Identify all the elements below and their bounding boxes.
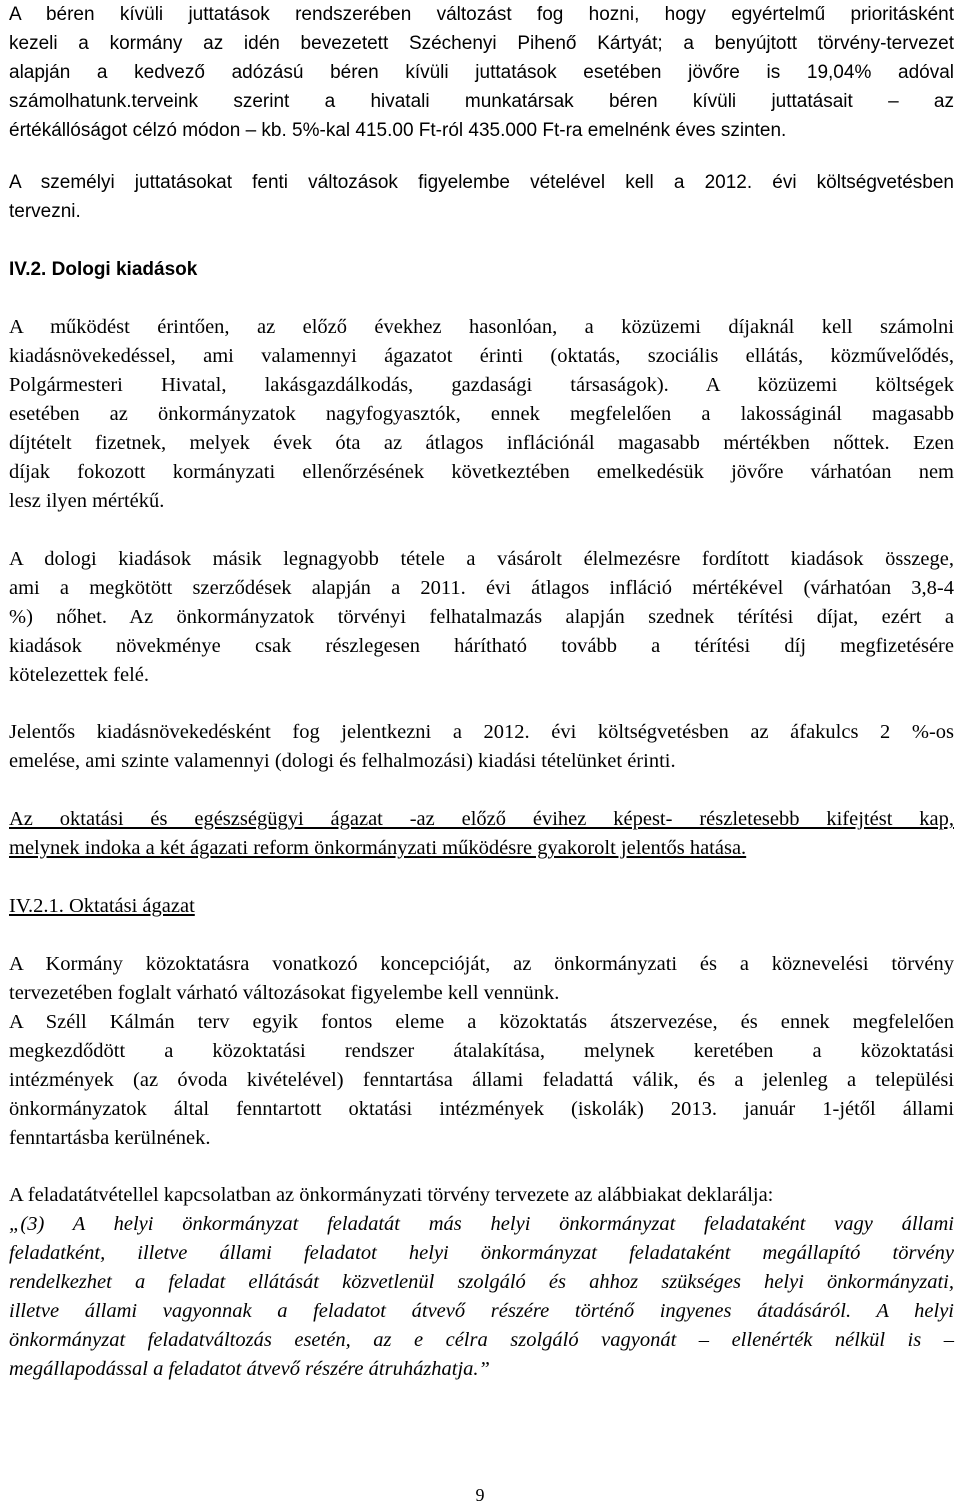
paragraph-agazatok-underlined [9,805,954,863]
text-line: intézmények (az óvoda kivételével) fenntartása állami feladattá válik, és a jelenleg a települési [9,1069,954,1091]
text-line: feladatként, illetve állami feladatot helyi önkormányzat feladataként megállapító törvény [9,1242,954,1264]
text-line: A személyi juttatásokat fenti változások figyelembe vételével kell a 2012. évi költségvetésben [9,172,954,193]
paragraph-afakulcs [9,718,954,776]
text-line: A feladatátvétellel kapcsolatban az önkormányzati törvény tervezete az alábbiakat deklarálja: [9,1184,774,1206]
paragraph-szell-kalman-terv [9,1008,954,1153]
paragraph-mukodes [9,313,954,516]
text-line: A dologi kiadások másik legnagyobb tétele a vásárolt élelmezésre fordított kiadások összege, [9,548,954,570]
text-line: kiadásnövekedéssel, ami valamennyi ágazatot érinti (oktatás, szociális ellátás, közművelődés, [9,345,954,367]
text-line: emelése, ami szinte valamennyi (dologi és felhalmozási) kiadási tételünket érinti. [9,750,676,772]
text-line: esetében az önkormányzatok nagyfogyasztók, ennek megfelelően a lakosságinál magasabb [9,403,954,425]
text-line: A Kormány közoktatásra vonatkozó koncepcióját, az önkormányzati és a köznevelési törvény [9,953,954,975]
text-line: illetve állami vagyonnak a feladatot átvevő részére történő ingyenes átadásáról. A helyi [9,1300,954,1322]
text-line: melynek indoka a két ágazati reform önkormányzati működésre gyakorolt jelentős hatása. [9,837,747,859]
section-heading-oktatasi-agazat: IV.2.1. Oktatási ágazat [9,895,195,917]
paragraph-beren-kivuli [9,0,954,145]
text-line: önkormányzatok által fenntartott oktatási intézmények (iskolák) 2013. január 1-jétől állami [9,1098,954,1120]
paragraph-szemelyi-juttatasok [9,168,954,226]
text-line: tervezetében foglalt várható változásokat figyelembe kell vennünk. [9,982,560,1004]
text-line: Jelentős kiadásnövekedésként fog jelentkezni a 2012. évi költségvetésben az áfakulcs 2 %-os [9,721,954,743]
text-line: kezeli a kormány az idén bevezetett Széchenyi Pihenő Kártyát; a benyújtott törvény-tervezet [9,33,954,54]
text-line: megállapodással a feladatot átvevő részére átruházhatja.” [9,1358,490,1380]
text-line: ami a megkötött szerződések alapján a 2011. évi átlagos infláció mértékével (várhatóan 3,8-4 [9,577,954,599]
text-line: alapján a kedvező adózású béren kívüli juttatások esetében jövőre is 19,04% adóval [9,62,954,83]
paragraph-elelmezes [9,545,954,690]
text-line: fenntartásba kerülnének. [9,1127,211,1149]
text-line: tervezni. [9,201,81,222]
text-line: Polgármesteri Hivatal, lakásgazdálkodás, gazdasági társaságok). A közüzemi költségek [9,374,954,396]
text-line: számolhatunk.terveink szerint a hivatali munkatársak béren kívüli juttatásait – az [9,91,954,112]
paragraph-kormany-koncepcio [9,950,954,1008]
page-number: 9 [475,1485,485,1505]
text-line: „(3) A helyi önkormányzat feladatát más helyi önkormányzat feladataként vagy állami [9,1213,954,1235]
text-line: %) nőhet. Az önkormányzatok törvényi felhatalmazás alapján szednek térítési díjat, ezért a [9,606,954,628]
text-line: díjtételt fizetnek, melyek évek óta az átlagos inflációnál magasabb mértékben nőttek. Ezen [9,432,954,454]
text-line: önkormányzat feladatváltozás esetén, az e célra szolgáló vagyonát – ellenérték nélkül is – [9,1329,954,1351]
text-line: megkezdődött a közoktatási rendszer átalakítása, melynek keretében a közoktatási [9,1040,954,1062]
quote-onkormanyzati-torveny [9,1210,954,1384]
text-line: kötelezettek felé. [9,664,149,686]
text-line: A Széll Kálmán terv egyik fontos eleme a közoktatás átszervezése, és ennek megfelelően [9,1011,954,1033]
text-line: Az oktatási és egészségügyi ágazat -az előző évihez képest- részletesebb kifejtést kap, [9,808,954,830]
text-line: A működést érintően, az előző évekhez hasonlóan, a közüzemi díjaknál kell számolni [9,316,954,338]
text-line: kiadások növekménye csak részlegesen hárítható tovább a térítési díj megfizetésére [9,635,954,657]
text-line: lesz ilyen mértékű. [9,490,165,512]
text-line: rendelkezhet a feladat ellátását közvetlenül szolgáló és ahhoz szükséges helyi önkormányzati, [9,1271,954,1293]
text-line: díjak fokozott kormányzati ellenőrzésének következtében emelkedésük jövőre várhatóan nem [9,461,954,483]
paragraph-feladatatvetel-intro [9,1181,954,1210]
text-line: értékállóságot célzó módon – kb. 5%-kal 415.00 Ft-ról 435.000 Ft-ra emelnénk éves szinten. [9,120,787,141]
section-heading-dologi-kiadasok: IV.2. Dologi kiadások [9,259,198,280]
text-line: A béren kívüli juttatások rendszerében változást fog hozni, hogy egyértelmű prioritásként [9,4,954,25]
